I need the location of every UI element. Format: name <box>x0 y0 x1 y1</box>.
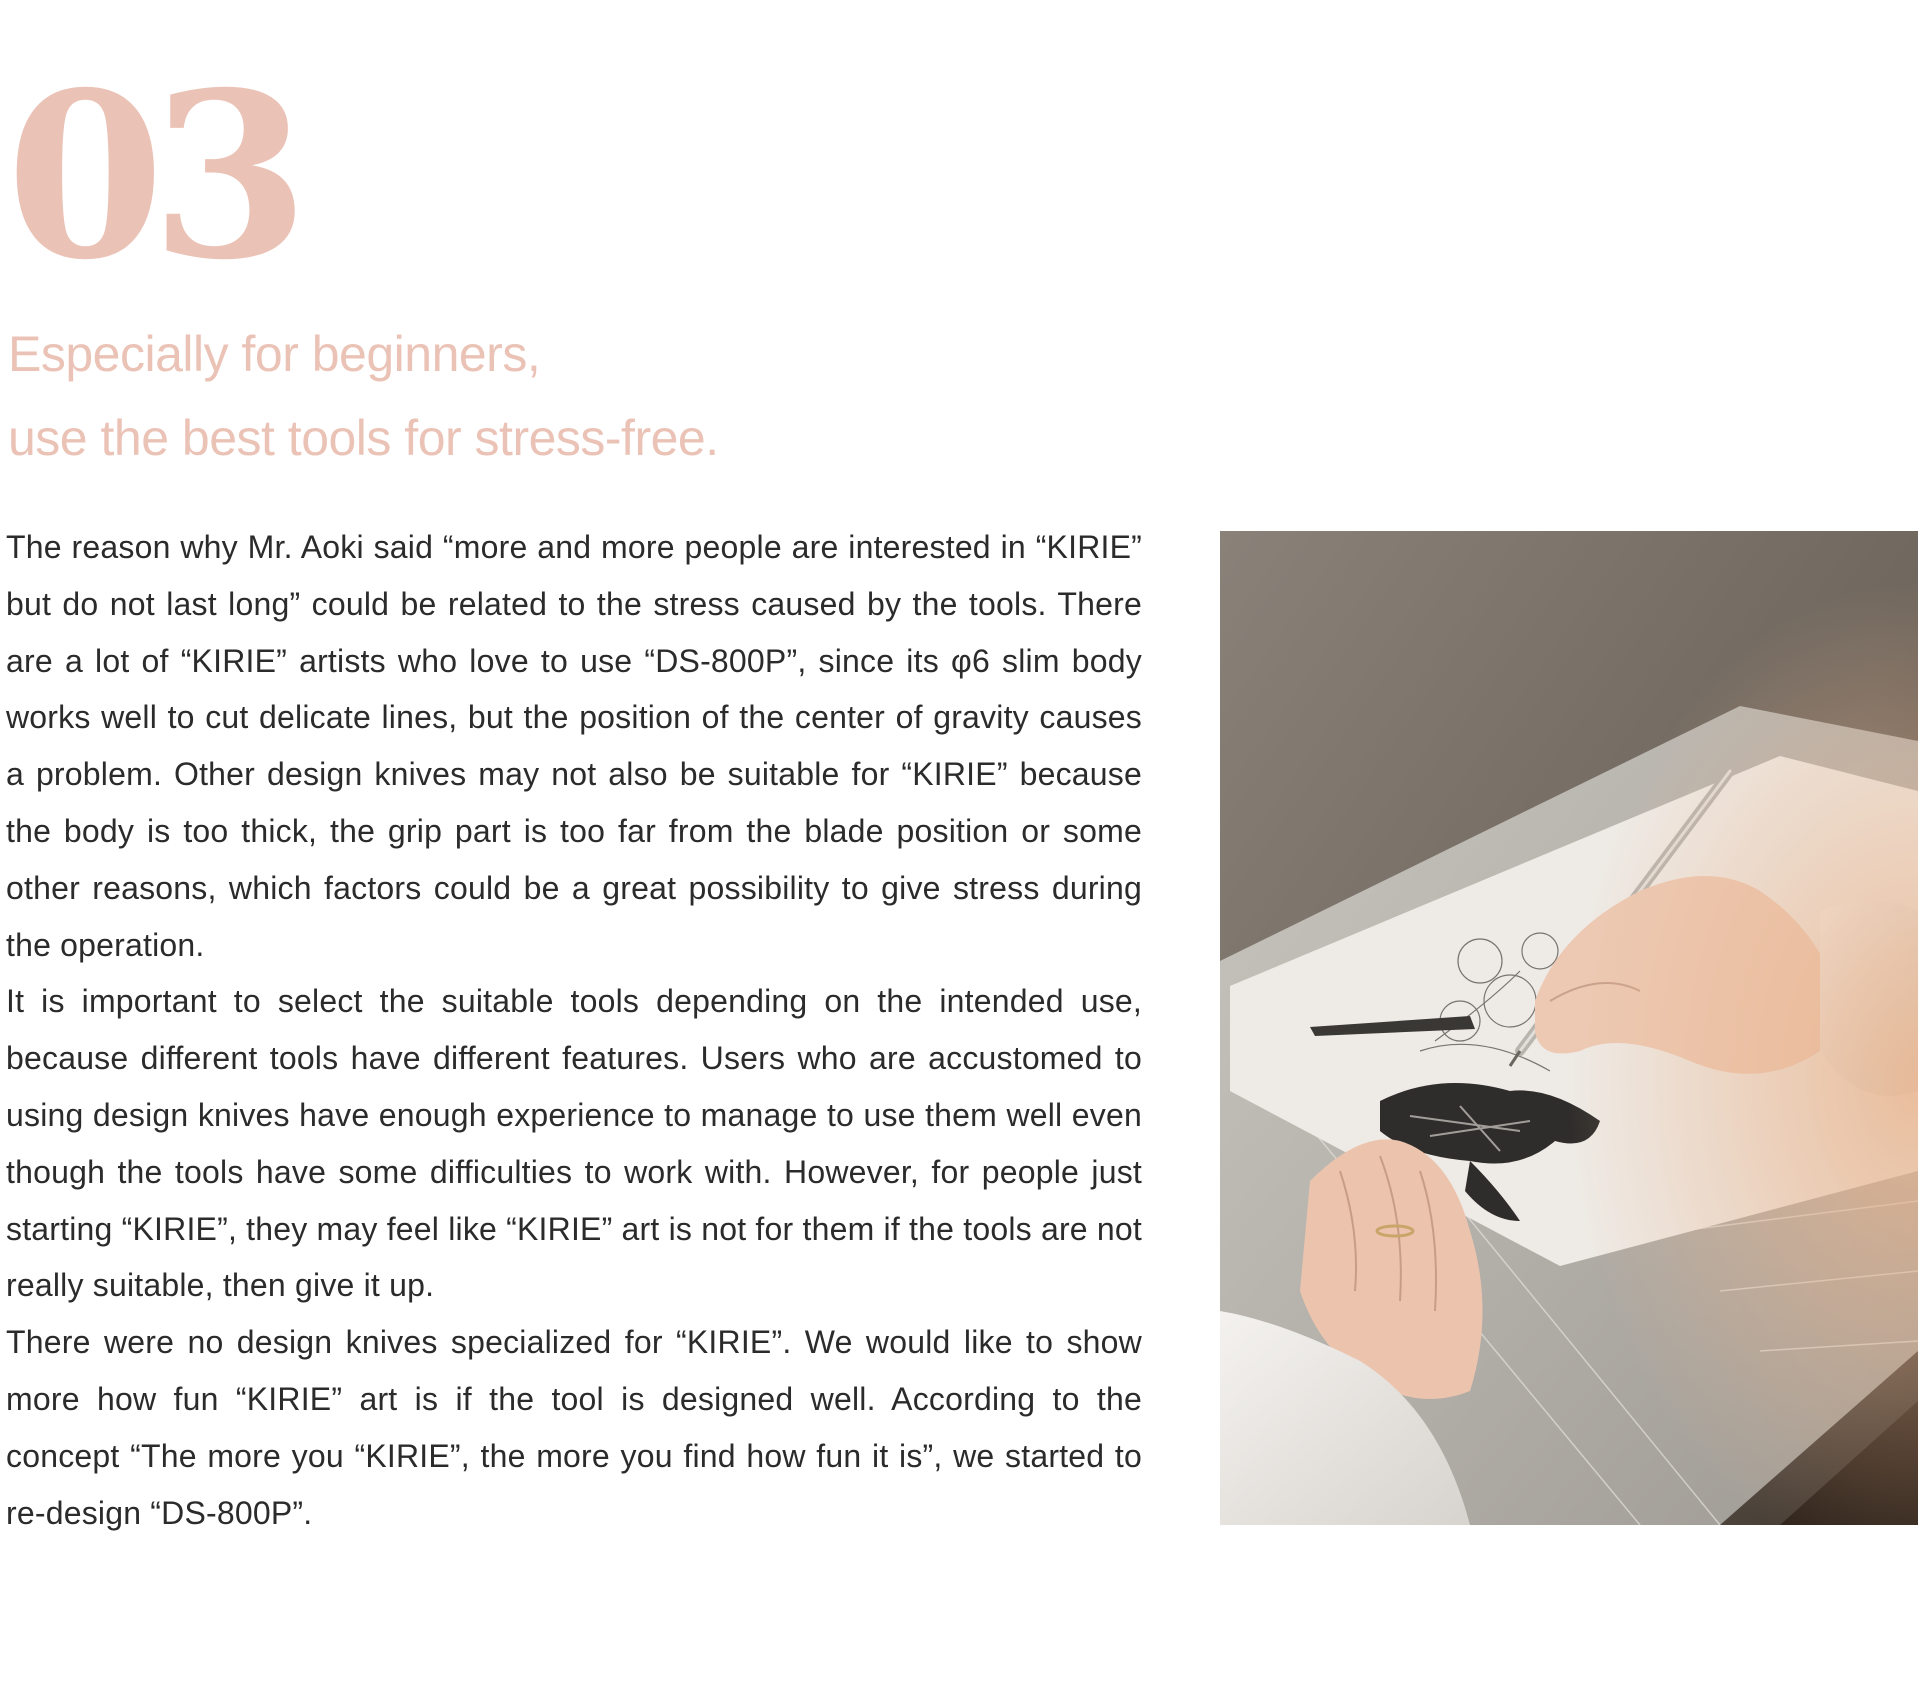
photo-illustration <box>1220 531 1918 1525</box>
body-paragraph-1: The reason why Mr. Aoki said “more and more people are interested in “KIRIE” but do not last long” could be related to the stress caused by the tools. There are a lot of “KIRIE” artists who love to use “DS-800P”, since its φ6 slim body works well to cut delicate lines, but the position of the center of gravity causes a problem. Other design knives may not also be suitable for “KIRIE” because the body is too thick, the grip part is too far from the blade position or some other reasons, which factors could be a great possibility to give stress during the operation. <box>6 529 1142 963</box>
heading-line-1: Especially for beginners, <box>8 326 541 382</box>
article-body <box>6 519 1142 1541</box>
section-number: 03 <box>6 42 296 310</box>
heading-line-2: use the best tools for stress-free. <box>8 410 719 466</box>
kirie-cutting-photo <box>1220 531 1918 1525</box>
section-heading <box>8 312 719 480</box>
body-paragraph-3: There were no design knives specialized for “KIRIE”. We would like to show more how fun “KIRIE” art is if the tool is designed well. According to the concept “The more you “KIRIE”, the more you find how fun it is”, we started to re-design “DS-800P”. <box>6 1324 1142 1531</box>
body-paragraph-2: It is important to select the suitable tools depending on the intended use, because different tools have different features. Users who are accustomed to using design knives have enough experience to manage to use them well even though the tools have some difficulties to work with. However, for people just starting “KIRIE”, they may feel like “KIRIE” art is not for them if the tools are not really suitable, then give it up. <box>6 983 1142 1304</box>
